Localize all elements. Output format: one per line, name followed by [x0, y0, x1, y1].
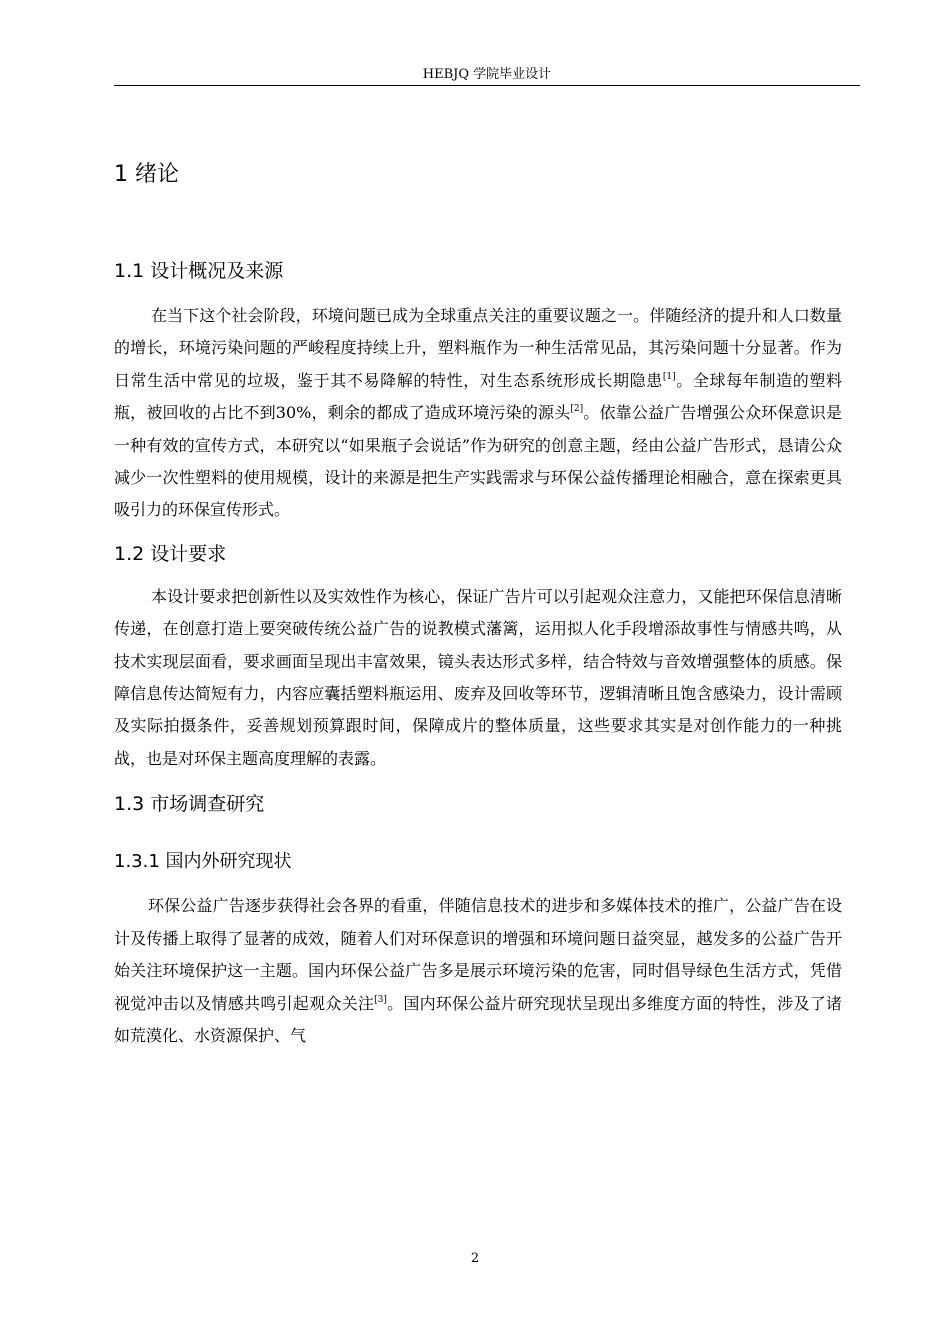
spacer: [114, 877, 842, 890]
paragraph-text: 。全球每年制造的塑料瓶，被回收的占比不到30%，剩余的都成了造成环境污染的源头: [114, 370, 842, 423]
spacer: [114, 819, 842, 847]
running-header: HEBJQ 学院毕业设计: [422, 67, 552, 82]
citation-1: [1]: [662, 371, 676, 382]
paragraph-research-status: [114, 890, 842, 1052]
spacer: [114, 527, 842, 539]
spacer: [114, 775, 842, 789]
chapter-title: 1 绪论: [114, 162, 179, 187]
spacer: [114, 286, 842, 300]
section-title-1-3: 1.3 市场调查研究: [114, 793, 265, 816]
page-number: 2: [470, 1251, 480, 1266]
citation-3: [3]: [374, 994, 387, 1005]
paragraph-design-overview: [114, 300, 842, 527]
header-rule: [114, 85, 860, 86]
section-title-1-1: 1.1 设计概况及来源: [114, 260, 284, 282]
page-body: [114, 155, 842, 1052]
paragraph-text: 。依靠公益广告增强公众环保意识是一种有效的宣传方式，本研究以“如果瓶子会说话”作为研究的创意主题，经由公益广告形式，恳请公众减少一次性塑料的使用规模，设计的来源是把生产实践需求与环保公益传播理论相融合，意在探索更具吸引力的环保宣传形式。: [114, 403, 842, 520]
citation-2: [2]: [570, 404, 584, 415]
section-title-1-2: 1.2 设计要求: [114, 542, 227, 565]
spacer: [114, 569, 842, 581]
subsection-title-1-3-1: 1.3.1 国内外研究现状: [114, 851, 292, 873]
paragraph-text: 环保公益广告逐步获得社会各界的看重，伴随信息技术的进步和多媒体技术的推广，公益广告在设计及传播上取得了显著的成效，随着人们对环保意识的增强和环境问题日益突显，越发多的公益广告开始关注环境保护这一主题。国内环保公益广告多是展示环境污染的危害，同时倡导绿色生活方式，凭借视觉冲击以及情感共鸣引起观众关注: [114, 896, 842, 1013]
spacer: [114, 195, 842, 256]
paragraph-text: 在当下这个社会阶段，环境问题已成为全球重点关注的重要议题之一。伴随经济的提升和人口数量的增长，环境污染问题的严峻程度持续上升，塑料瓶作为一种生活常见品，其污染问题十分显著。作为日常生活中常见的垃圾，鉴于其不易降解的特性，对生态系统形成长期隐患: [114, 306, 842, 390]
paragraph-text: 。国内环保公益片研究现状呈现出多维度方面的特性，涉及了诸如荒漠化、水资源保护、气: [114, 993, 842, 1045]
paragraph-design-requirements: 本设计要求把创新性以及实效性作为核心，保证广告片可以引起观众注意力，又能把环保信息清晰传递，在创意打造上要突破传统公益广告的说教模式藩篱，运用拟人化手段增添故事性与情感共鸣，从技术实现层面看，要求画面呈现出丰富效果，镜头表达形式多样，结合特效与音效增强整体的质感。保障信息传达简短有力，内容应囊括塑料瓶运用、废弃及回收等环节，逻辑清晰且饱含感染力，设计需顾及实际拍摄条件，妥善规划预算跟时间，保障成片的整体质量，这些要求其实是对创作能力的一种挑战，也是对环保主题高度理解的表露。: [114, 586, 842, 768]
